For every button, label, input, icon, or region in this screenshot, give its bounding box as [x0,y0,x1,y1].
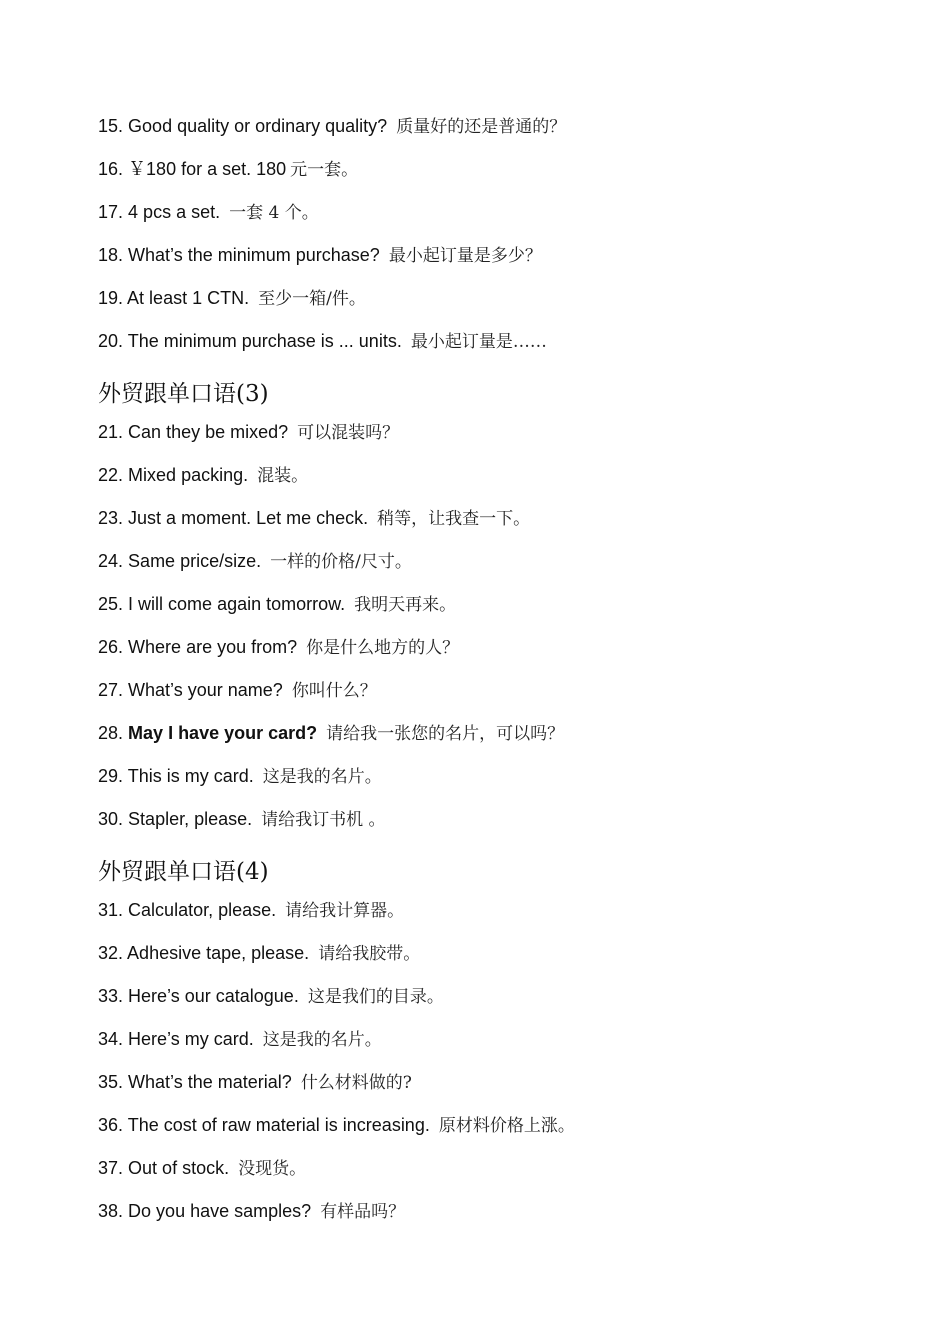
english-phrase: Can they be mixed? [128,422,289,442]
item-number: 20. [98,331,124,351]
english-phrase: Where are you from? [128,637,298,657]
english-phrase: What’s the minimum purchase? [128,245,380,265]
english-phrase: The minimum purchase is ... units. [127,331,402,351]
english-phrase: What’s your name? [128,680,283,700]
phrase-item [98,112,898,155]
english-phrase: What’s the material? [128,1072,292,1092]
english-phrase: Do you have samples? [128,1201,312,1221]
phrase-item [98,982,898,1025]
item-number: 25. [98,594,124,614]
chinese-translation: 我明天再来。 [354,595,457,615]
phrase-item [98,939,898,982]
item-number: 31. [98,900,124,920]
item-number: 19. [98,288,124,308]
chinese-translation: 这是我们的目录。 [307,987,444,1007]
chinese-translation: 原材料价格上涨。 [438,1116,575,1136]
item-number: 15. [98,116,124,136]
chinese-translation: 你是什么地方的人？ [306,638,460,658]
section-phrases-3 [98,374,898,848]
chinese-translation: 这是我的名片。 [262,767,382,787]
english-phrase: This is my card. [127,766,254,786]
item-number: 29. [98,766,124,786]
item-number: 33. [98,986,124,1006]
chinese-translation: 最小起订量是…… [410,332,547,352]
english-phrase: Out of stock. [128,1158,230,1178]
chinese-translation: 请给我一张您的名片，可以吗？ [326,724,565,744]
chinese-translation: 元一套。 [290,160,359,180]
item-number: 23. [98,508,124,528]
chinese-translation: 什么材料做的? [300,1073,412,1093]
item-number: 32. [98,943,124,963]
phrase-item [98,762,898,805]
item-number: 34. [98,1029,124,1049]
english-phrase: Calculator, please. [128,900,277,920]
phrase-item [98,461,898,504]
phrase-item [98,284,898,327]
item-number: 28. [98,723,124,743]
item-number: 16. [98,159,124,179]
english-phrase: The cost of raw material is increasing. [127,1115,430,1135]
section-phrases-4 [98,852,898,1240]
section-heading: 外贸跟单口语(4) [98,859,269,885]
chinese-translation: 可以混装吗？ [297,423,400,443]
chinese-translation: 稍等，让我查一下。 [377,509,531,529]
phrase-item [98,504,898,547]
item-number: 18. [98,245,124,265]
english-phrase: Stapler, please. [128,809,253,829]
item-number: 17. [98,202,124,222]
chinese-translation: 一样的价格/尺寸。 [270,552,412,572]
phrase-item [98,896,898,939]
english-phrase: 4 pcs a set. [128,202,221,222]
item-number: 38. [98,1201,124,1221]
chinese-translation: 这是我的名片。 [262,1030,382,1050]
phrase-item [98,1068,898,1111]
chinese-translation: 最小起订量是多少？ [388,246,542,266]
phrase-item [98,1111,898,1154]
phrase-item [98,327,898,370]
chinese-translation: 没现货。 [238,1159,307,1179]
chinese-translation: 质量好的还是普通的？ [396,117,567,137]
item-number: 36. [98,1115,124,1135]
phrase-item [98,590,898,633]
english-phrase: May I have your card? [128,723,318,743]
phrase-item [98,547,898,590]
item-number: 30. [98,809,124,829]
phrase-item [98,1154,898,1197]
chinese-translation: 有样品吗？ [320,1202,406,1222]
phrase-item [98,1197,898,1240]
phrase-item [98,676,898,719]
chinese-translation: 请给我胶带。 [318,944,421,964]
english-phrase: ￥180 for a set. 180 [128,159,287,179]
phrase-item [98,418,898,461]
chinese-translation: 请给我订书机 。 [261,810,386,830]
phrase-item [98,633,898,676]
phrase-item [98,719,898,762]
english-phrase: Good quality or ordinary quality? [128,116,388,136]
english-phrase: Here’s our catalogue. [128,986,299,1006]
chinese-translation: 你叫什么？ [291,681,377,701]
item-number: 26. [98,637,124,657]
chinese-translation: 至少一箱/件。 [258,289,366,309]
item-number: 27. [98,680,124,700]
chinese-translation: 混装。 [257,466,309,486]
english-phrase: Mixed packing. [128,465,249,485]
english-phrase: At least 1 CTN. [127,288,250,308]
section-phrases-15-20 [98,112,898,370]
item-number: 37. [98,1158,124,1178]
english-phrase: Adhesive tape, please. [127,943,310,963]
section-heading: 外贸跟单口语(3) [98,381,269,407]
phrase-item [98,241,898,284]
phrase-item [98,805,898,848]
english-phrase: Here’s my card. [128,1029,254,1049]
item-number: 22. [98,465,124,485]
item-number: 21. [98,422,124,442]
phrase-item [98,198,898,241]
phrase-list [98,112,898,1240]
item-number: 35. [98,1072,124,1092]
english-phrase: Same price/size. [128,551,262,571]
phrase-item [98,1025,898,1068]
english-phrase: Just a moment. Let me check. [128,508,369,528]
chinese-translation: 一套 4 个。 [229,203,319,223]
english-phrase: I will come again tomorrow. [128,594,346,614]
chinese-translation: 请给我计算器。 [285,901,405,921]
item-number: 24. [98,551,124,571]
phrase-item [98,155,898,198]
